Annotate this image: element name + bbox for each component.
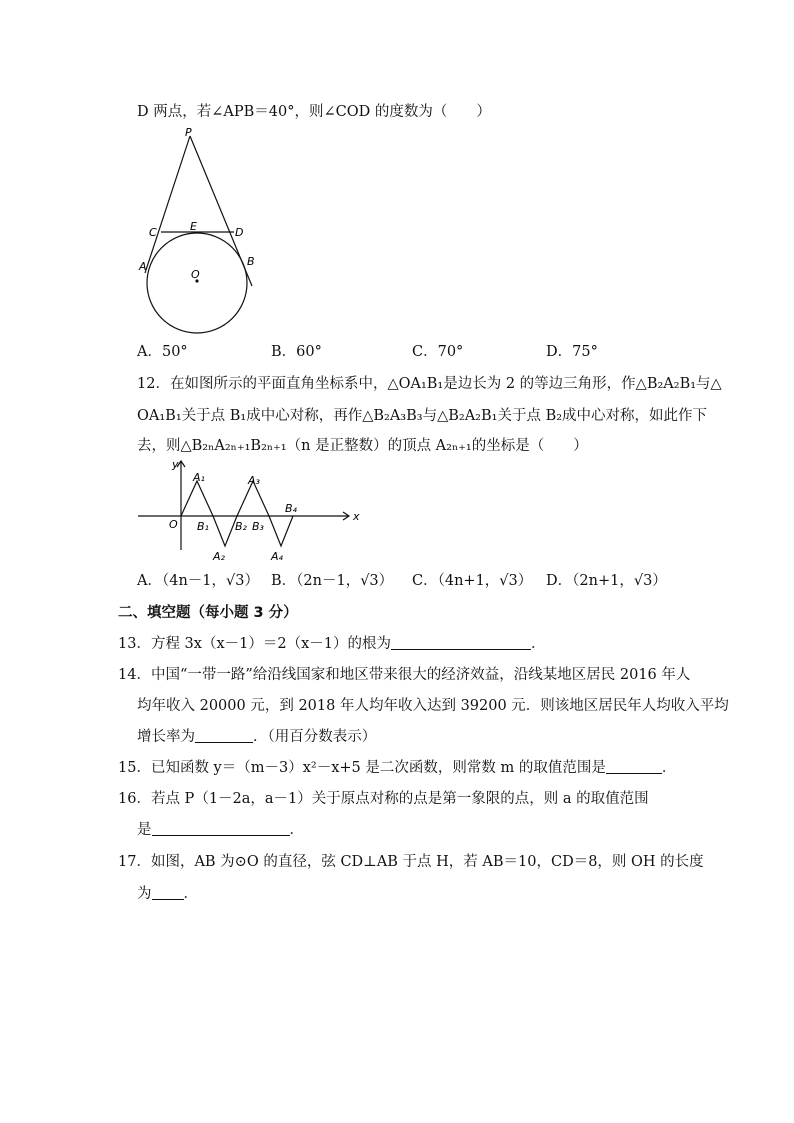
q12-line1: 12．在如图所示的平面直角坐标系中，△OA₁B₁是边长为 2 的等边三角形，作△B₂A₂B₁与△ bbox=[137, 376, 722, 392]
q12-line3: 去，则△B₂ₙA₂ₙ₊₁B₂ₙ₊₁（n 是正整数）的顶点 A₂ₙ₊₁的坐标是（ ） bbox=[137, 438, 588, 454]
q11-figure bbox=[135, 128, 275, 338]
tangent-pa bbox=[145, 136, 190, 273]
label-a1: A₁ bbox=[193, 471, 205, 484]
q13: 13．方程 3x（x－1）＝2（x－1）的根为 ． bbox=[118, 636, 546, 652]
section-heading: 二、填空题（每小题 3 分） bbox=[118, 605, 298, 621]
q12-option-b: B．（2n－1，√3） bbox=[271, 573, 394, 589]
q11-stem: D 两点，若∠APB＝40°，则∠COD 的度数为（ ） bbox=[137, 104, 491, 120]
q17-line1: 17．如图，AB 为⊙O 的直径，弦 CD⊥AB 于点 H，若 AB＝10，CD＝8，则 OH 的长度 bbox=[118, 854, 704, 870]
label-p: P bbox=[185, 126, 192, 139]
q14-line3: 增长率为 ．（用百分数表示） bbox=[137, 729, 377, 745]
label-b4: B₄ bbox=[285, 502, 297, 515]
label-b: B bbox=[247, 255, 255, 268]
label-d: D bbox=[235, 226, 244, 239]
circle-o bbox=[147, 233, 247, 333]
label-a: A bbox=[139, 260, 147, 273]
q11-option-c: C．70° bbox=[412, 344, 464, 360]
label-o: O bbox=[191, 268, 200, 281]
label-b3: B₃ bbox=[252, 520, 264, 533]
q12-line2: OA₁B₁关于点 B₁成中心对称，再作△B₂A₃B₃与△B₂A₂B₁关于点 B₂成中心对称，如此作下 bbox=[137, 408, 708, 424]
label-a2: A₂ bbox=[213, 550, 225, 563]
q11-option-d: D．75° bbox=[546, 344, 598, 360]
label-a3: A₃ bbox=[248, 474, 260, 487]
q16-line1: 16．若点 P（1－2a，a－1）关于原点对称的点是第一象限的点，则 a 的取值范围 bbox=[118, 791, 649, 807]
label-b2: B₂ bbox=[235, 520, 247, 533]
q15: 15．已知函数 y＝（m－3）x²－x+5 是二次函数，则常数 m 的取值范围是 ． bbox=[118, 760, 677, 776]
label-o: O bbox=[169, 518, 178, 531]
q12-option-c: C．（4n+1，√3） bbox=[412, 573, 533, 589]
label-e: E bbox=[190, 220, 197, 233]
q12-option-a: A．（4n－1，√3） bbox=[137, 573, 259, 589]
label-x: x bbox=[353, 510, 360, 523]
label-c: C bbox=[149, 226, 157, 239]
q12-figure bbox=[135, 456, 365, 566]
q17-line2: 为 ． bbox=[137, 886, 198, 902]
q11-option-a: A．50° bbox=[137, 344, 188, 360]
q14-line2: 均年收入 20000 元，到 2018 年人均年收入达到 39200 元．则该地区居民年人均收入平均 bbox=[137, 698, 729, 714]
q14-line1: 14．中国“一带一路”给沿线国家和地区带来很大的经济效益，沿线某地区居民 2016 年人 bbox=[118, 667, 691, 683]
q16-line2: 是 ． bbox=[137, 822, 304, 838]
q11-option-b: B．60° bbox=[271, 344, 322, 360]
tangent-pb bbox=[190, 136, 252, 286]
q12-option-d: D．（2n+1，√3） bbox=[546, 573, 667, 589]
label-y: y bbox=[172, 458, 179, 471]
label-a4: A₄ bbox=[271, 550, 283, 563]
label-b1: B₁ bbox=[197, 520, 209, 533]
zigzag bbox=[181, 481, 293, 546]
